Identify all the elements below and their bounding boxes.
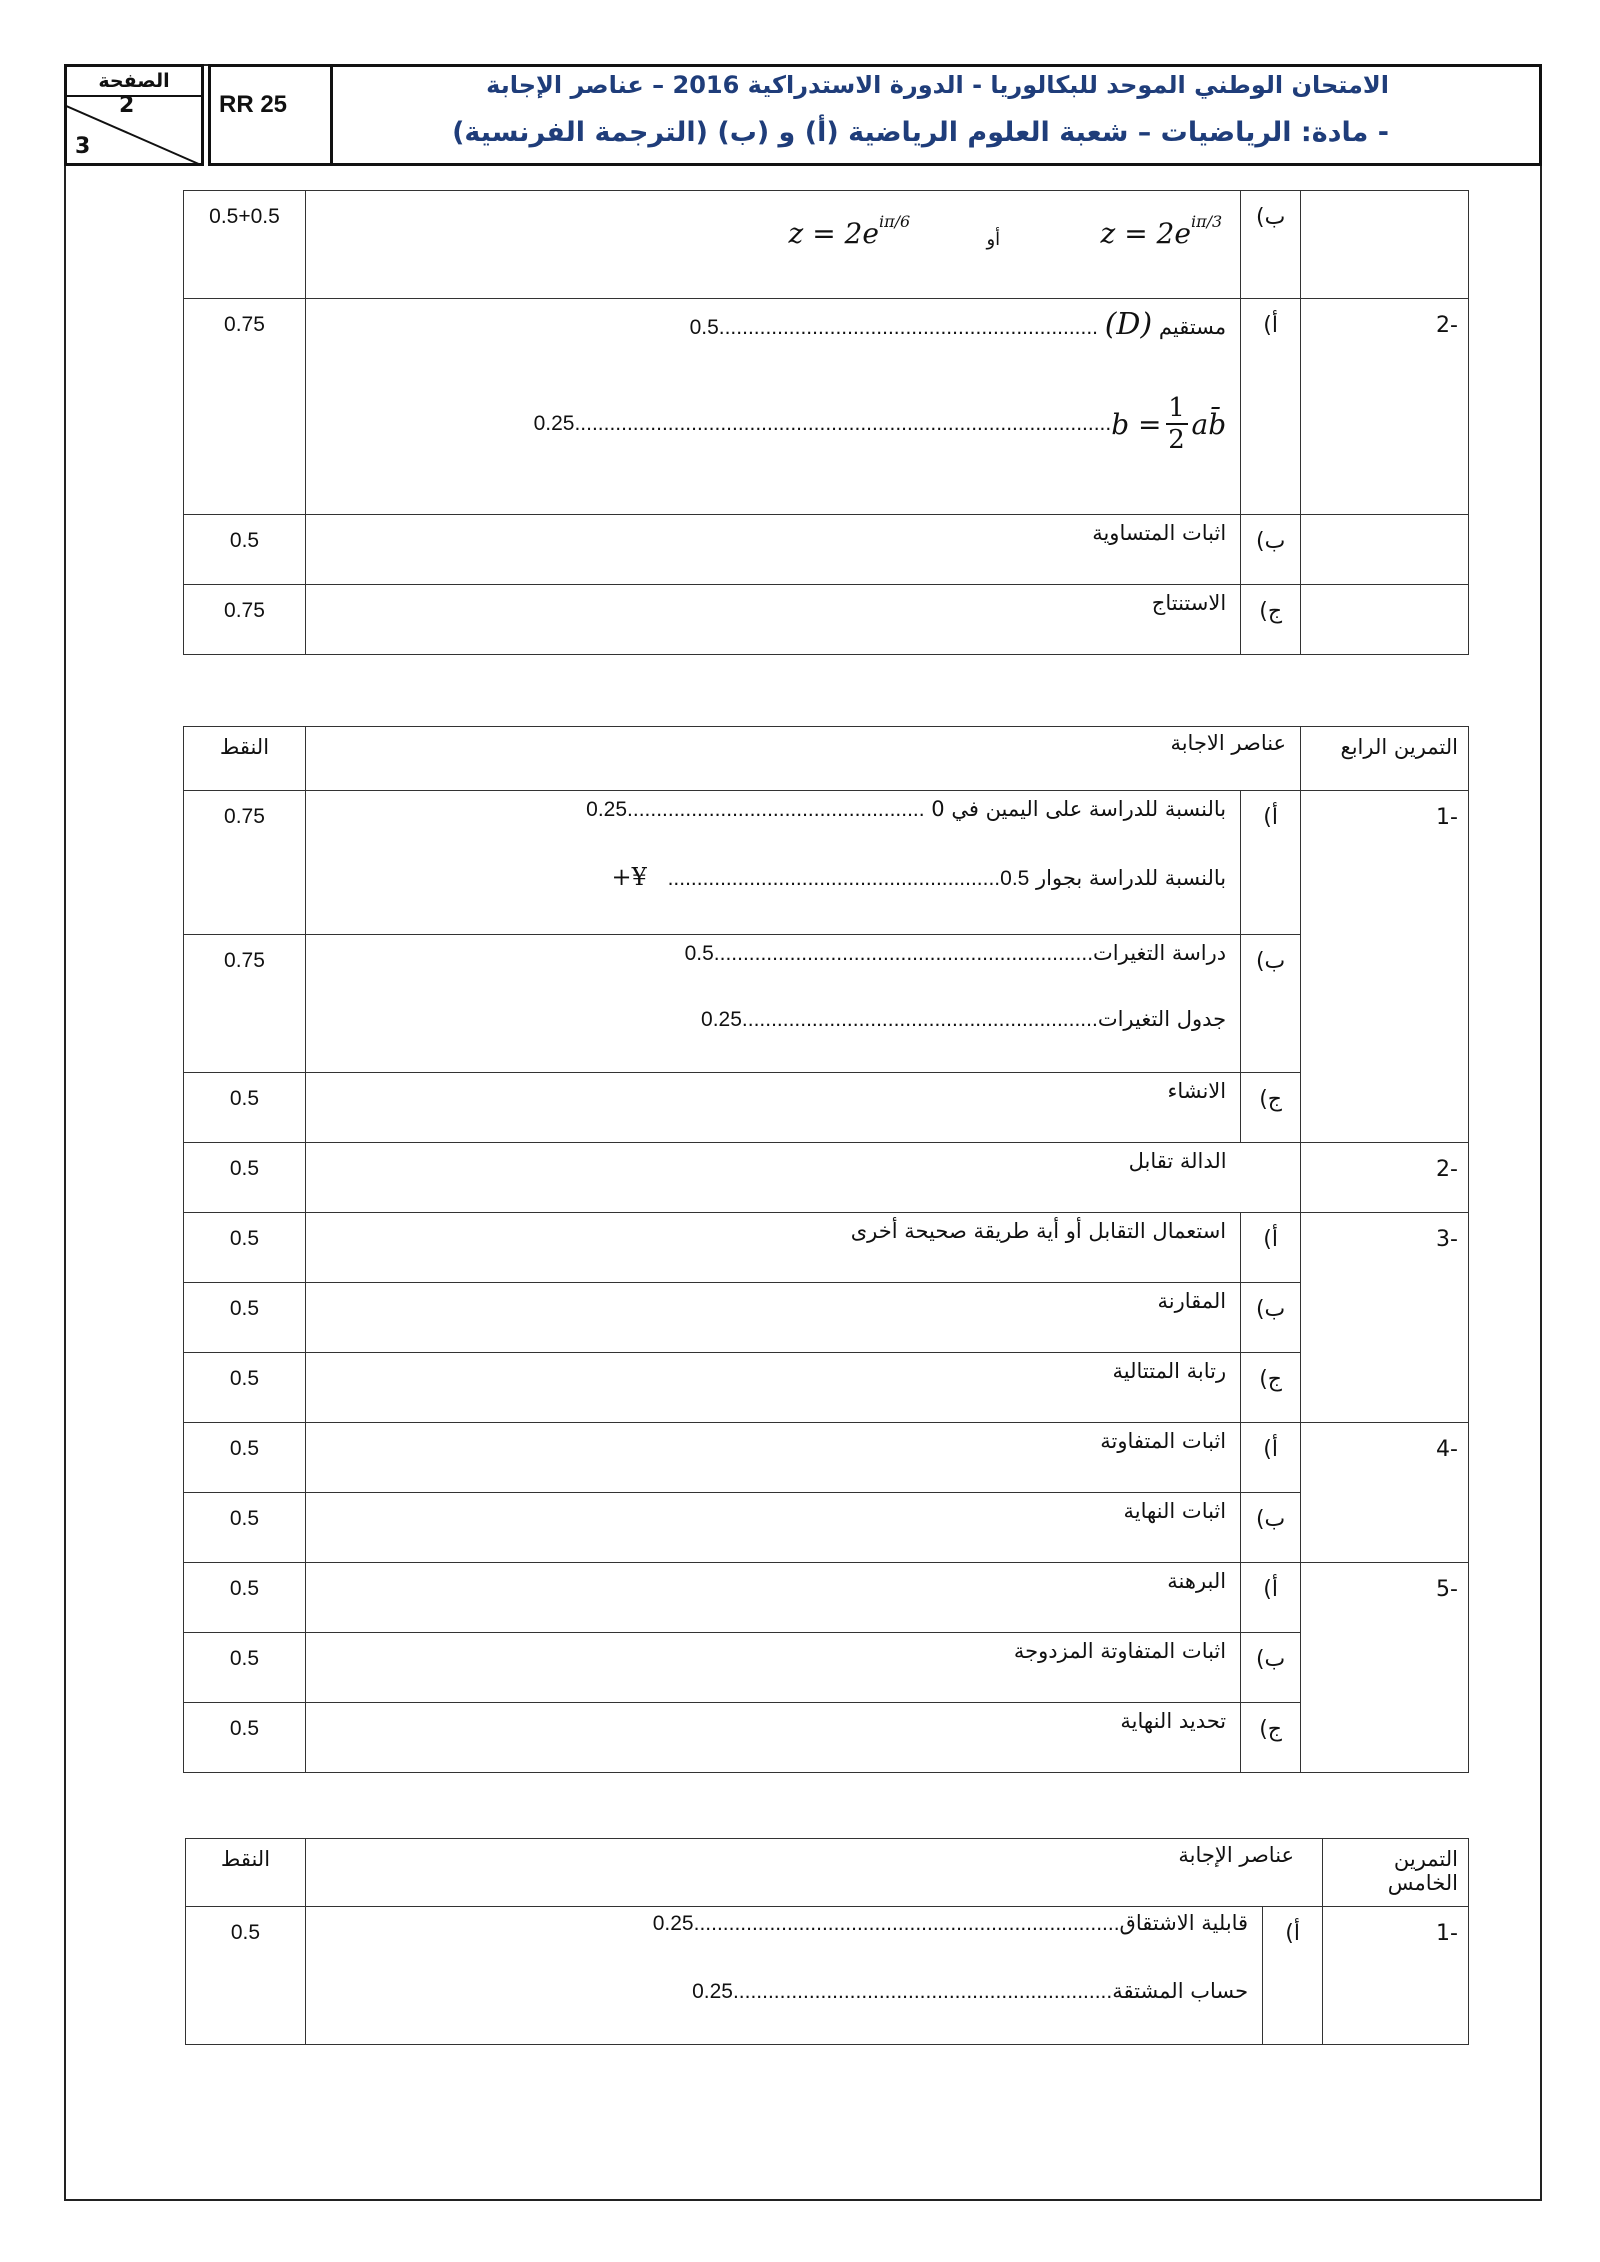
answer-line: قابلية الاشتقاق.........................................................................0.25 (652, 1911, 1249, 1935)
answer-line: حساب المشتقة.................................................................0.25 (692, 1979, 1249, 2003)
points-cell: 0.75 (184, 299, 306, 515)
exercise-number (1301, 515, 1469, 585)
answer-cell: البرهنة (305, 1563, 1240, 1633)
table-header-row (184, 727, 1469, 791)
answer-cell: تحديد النهاية (305, 1703, 1240, 1773)
table-row (184, 585, 1469, 655)
complex-solution-1: $z = 2e^{i\pi/3}$ (1100, 211, 1223, 250)
or-label: أو (986, 229, 1001, 250)
part-label: أ) (1241, 299, 1301, 515)
exercise-number: -1 (1323, 1907, 1469, 2045)
points-cell: 0.5 (184, 515, 306, 585)
points-cell: 0.5 (184, 1353, 306, 1423)
part-label: ج) (1241, 585, 1301, 655)
part-label: أ) (1241, 1213, 1301, 1283)
b-formula: b = 1 2 ab̄ (1111, 393, 1227, 455)
part-label: ب) (1241, 191, 1301, 299)
complex-solution-2: $z = 2e^{i\pi/6}$ (788, 211, 911, 250)
answer-cell (305, 935, 1240, 1073)
page-current: 2 (119, 93, 135, 118)
answer-cell: الاستنتاج (305, 585, 1240, 655)
answer-table-exercise-4 (183, 726, 1469, 1773)
points-cell: 0.5 (184, 1563, 306, 1633)
points-cell: 0.5 (184, 1423, 306, 1493)
exercise-number: -4 (1301, 1423, 1469, 1563)
table-row (184, 1073, 1469, 1143)
answer-cell: اثبات النهاية (305, 1493, 1240, 1563)
answer-cell: اثبات المتفاوتة (305, 1423, 1240, 1493)
table-row (184, 1633, 1469, 1703)
table-row (184, 1563, 1469, 1633)
part-label (1241, 1143, 1301, 1213)
points-cell: 0.5 (184, 1143, 306, 1213)
points-cell: 0.5+0.5 (184, 191, 306, 299)
answer-cell (305, 299, 1240, 515)
points-cell: 0.5 (184, 1493, 306, 1563)
header-points: النقط (186, 1839, 306, 1907)
table-row (184, 1703, 1469, 1773)
answer-cell: رتابة المتتالية (305, 1353, 1240, 1423)
answer-cell (305, 191, 1240, 299)
header-elements: عناصر الإجابة (305, 1839, 1322, 1907)
points-cell: 0.75 (184, 791, 306, 935)
answer-line: دراسة التغيرات.................................................................0.5 (684, 941, 1227, 965)
answer-line: جدول التغيرات.............................................................0.25 (701, 1007, 1227, 1031)
points-cell: 0.5 (184, 1213, 306, 1283)
part-label: ب) (1241, 935, 1301, 1073)
points-cell: 0.5 (184, 1073, 306, 1143)
part-label: أ) (1241, 791, 1301, 935)
answer-cell (305, 1907, 1262, 2045)
answer-table-exercise-5 (185, 1838, 1469, 2045)
part-label: أ) (1263, 1907, 1323, 2045)
exercise-number: -3 (1301, 1213, 1469, 1423)
table-row (184, 1353, 1469, 1423)
points-cell: 0.75 (184, 935, 306, 1073)
exam-code: RR 25 (208, 64, 332, 166)
part-label: ب) (1241, 515, 1301, 585)
exercise-number: -2 (1301, 299, 1469, 515)
points-cell: 0.5 (184, 1633, 306, 1703)
answer-cell: الانشاء (305, 1073, 1240, 1143)
table-row (184, 1423, 1469, 1493)
page-total: 3 (75, 134, 91, 159)
header-elements: عناصر الاجابة (305, 727, 1300, 791)
table-row (184, 1143, 1469, 1213)
part-label: ب) (1241, 1493, 1301, 1563)
header-exercise: التمرين الرابع (1301, 727, 1469, 791)
table-row (184, 1493, 1469, 1563)
answer-line: b = 1 2 ab̄ ............................................................................................ 0.25 (533, 393, 1227, 455)
table-row (184, 1213, 1469, 1283)
points-cell: 0.5 (184, 1703, 306, 1773)
page-label: الصفحة (67, 69, 201, 97)
points-cell: 0.5 (186, 1907, 306, 2045)
header-exercise: التمرين الخامس (1323, 1839, 1469, 1907)
header-points: النقط (184, 727, 306, 791)
exam-title-line2: - مادة: الرياضيات – شعبة العلوم الرياضية (أ) و (ب) (الترجمة الفرنسية) (452, 117, 1389, 148)
exercise-number (1301, 191, 1469, 299)
answer-cell: اثبات المتفاوتة المزدوجة (305, 1633, 1240, 1703)
answer-table-continuation (183, 190, 1469, 655)
exercise-number (1301, 585, 1469, 655)
part-label: أ) (1241, 1423, 1301, 1493)
answer-line: بالنسبة للدراسة بجوار +¥ .........................................................0.5 (611, 863, 1227, 891)
answer-cell: اثبات المتساوية (305, 515, 1240, 585)
part-label: أ) (1241, 1563, 1301, 1633)
answer-cell: الدالة تقابل (305, 1143, 1240, 1213)
points-cell: 0.75 (184, 585, 306, 655)
part-label: ج) (1241, 1703, 1301, 1773)
table-row (184, 191, 1469, 299)
table-row (184, 299, 1469, 515)
table-row (184, 1283, 1469, 1353)
part-label: ج) (1241, 1073, 1301, 1143)
exam-title-box (330, 64, 1542, 166)
exercise-number: -2 (1301, 1143, 1469, 1213)
points-cell: 0.5 (184, 1283, 306, 1353)
answer-line: مستقيم (D) .................................................................0.5 (689, 307, 1227, 342)
table-header-row (186, 1839, 1469, 1907)
table-row (184, 791, 1469, 935)
answer-cell: المقارنة (305, 1283, 1240, 1353)
exam-title-line1: الامتحان الوطني الموحد للبكالوريا - الدورة الاستدراكية 2016 – عناصر الإجابة (486, 71, 1389, 99)
table-row (184, 935, 1469, 1073)
answer-line: بالنسبة للدراسة على اليمين في 0 ...................................................0.25 (586, 797, 1227, 821)
exercise-number: -1 (1301, 791, 1469, 1143)
part-label: ب) (1241, 1633, 1301, 1703)
part-label: ج) (1241, 1353, 1301, 1423)
part-label: ب) (1241, 1283, 1301, 1353)
table-row (184, 515, 1469, 585)
answer-cell (305, 791, 1240, 935)
exercise-number: -5 (1301, 1563, 1469, 1773)
table-row (186, 1907, 1469, 2045)
page-number-box (64, 64, 204, 166)
answer-cell: استعمال التقابل أو أية طريقة صحيحة أخرى (305, 1213, 1240, 1283)
